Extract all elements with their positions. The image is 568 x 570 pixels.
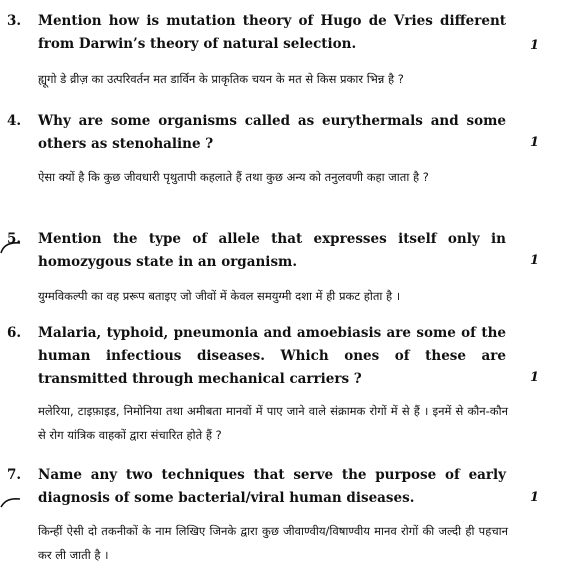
marks-value: 1 <box>530 490 540 505</box>
question-text-english: Name any two techniques that serve the purpose of early diagnosis of some bacterial/viral human diseases. <box>38 467 506 506</box>
question-text-hindi: ऐसा क्यों है कि कुछ जीवधारी पृथुतापी कहलाते हैं तथा कुछ अन्य को तनुलवणी कहा जाता है ? <box>38 170 429 184</box>
question-number: 6. <box>7 325 22 341</box>
question-number: 3. <box>7 13 22 29</box>
question-number: 4. <box>7 113 22 129</box>
marks-value: 1 <box>530 370 540 385</box>
question-number: 7. <box>7 467 22 483</box>
question-text-english: Mention the type of allele that expresses itself only in homozygous state in an organism. <box>38 231 506 270</box>
marks-value: 1 <box>530 253 540 268</box>
question-text-hindi: मलेरिया, टाइफ़ाइड, निमोनिया तथा अमीबता मानवों में पाए जाने वाले संक्रामक रोगों में से हैं । इनमें से कौन-कौन से रोग यांत्रिक वाहकों द्वारा संचारित होते हैं ? <box>38 404 508 442</box>
question-text-english: Malaria, typhoid, pneumonia and amoebiasis are some of the human infectious diseases. Which ones of these are transmitted through mechanical carriers ? <box>38 325 506 387</box>
marks-value: 1 <box>530 135 540 150</box>
question-text-english: Mention how is mutation theory of Hugo de Vries different from Darwin’s theory of natural selection. <box>38 13 506 52</box>
question-text-hindi: किन्हीं ऐसी दो तकनीकों के नाम लिखिए जिनके द्वारा कुछ जीवाण्वीय/विषाण्वीय मानव रोगों की जल्दी ही पहचान कर ली जाती है । <box>38 524 508 562</box>
question-text-english: Why are some organisms called as eurythermals and some others as stenohaline ? <box>38 113 506 152</box>
question-text-hindi: ह्यूगो डे व्रीज़ का उत्परिवर्तन मत डार्विन के प्राकृतिक चयन के मत से किस प्रकार भिन्न है ? <box>38 72 404 86</box>
marks-value: 1 <box>530 38 540 53</box>
question-text-hindi: युग्मविकल्पी का वह प्ररूप बताइए जो जीवों में केवल समयुग्मी दशा में ही प्रकट होता है । <box>38 289 401 303</box>
pen-mark-icon <box>0 495 22 509</box>
question-number: 5. <box>7 231 22 247</box>
